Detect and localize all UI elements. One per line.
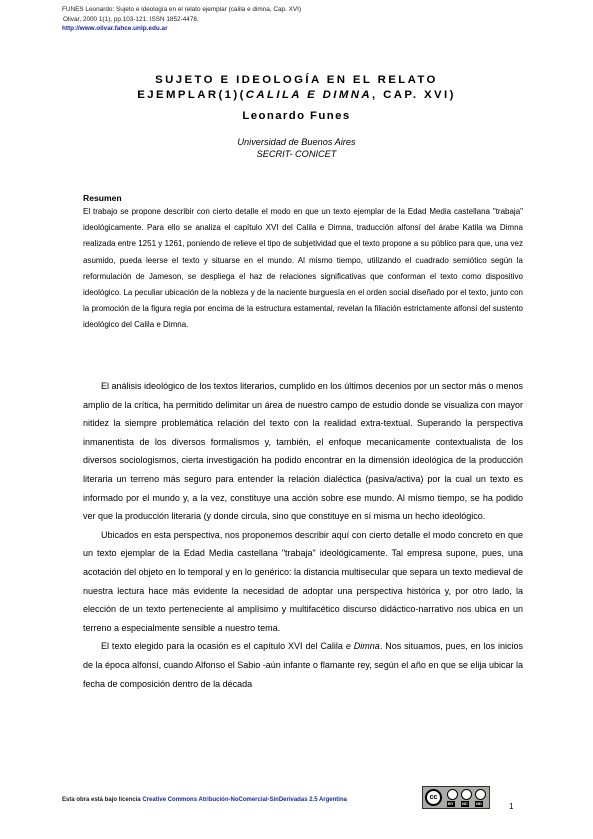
by-label: BY — [448, 801, 454, 806]
noderivatives-icon — [475, 789, 486, 800]
affiliation — [40, 137, 553, 160]
title-line-2-post: , CAP. XVI) — [371, 89, 456, 101]
title-line-1: SUJETO E IDEOLOGÍA EN EL RELATO — [155, 74, 438, 86]
article-title — [40, 73, 553, 103]
journal-line: Olivar, 2000 1(1), pp.103-121. ISSN 1852-4478. — [63, 15, 199, 23]
paragraph-3 — [83, 637, 523, 693]
paragraph-1: El análisis ideológico de los textos literarios, cumplido en los últimos decenios por un sector más o menos amplio de la crítica, ha permitido delimitar un área de nuestro campo de estudio donde se visualiza con mayor nitidez la siempre problemática relación del texto con la realidad extra-textual. Superando la perspectiva inmanentista de los diversos formalismos y, también, el enfoque mecanicamente contextualista de los diversos sociologismos, cierta investigación ha podido encontrar en la dimensión ideológica de la producción literaria un terreno más seguro para entender la relación dialéctica (pasiva/activa) por la cual un texto es informado por el mundo y, a la vez, constituye una acción sobre ese mundo. Al mismo tiempo, se ha podido ver que la producción literaria (y donde circula, sino que constituye en sí misma un hecho ideológico. — [83, 381, 523, 522]
university: Universidad de Buenos Aires — [237, 137, 356, 147]
research-center: SECRIT- CONICET — [256, 148, 337, 159]
paragraph-2: Ubicados en esta perspectiva, nos proponemos describir aquí con cierto detalle el modo concreto en que un texto ejemplar de la Edad Media castellana "trabaja" ideológicamente. Tal empresa supone, pues, una acotación del objeto en lo temporal y en lo genérico: la distancia multisecular que separa un texto medieval de nuestra lectura hace más evidente la necesidad de adoptar una perspectiva histórica y, por otro lado, la elección de un texto perteneciente al amplísimo y multifacético discurso didáctico-narrativo nos ubica en un terreno a especialmente sensible a nuestro tema. — [83, 529, 523, 633]
paragraph-3-pre: El texto elegido para la ocasión es el capítulo XVI del Calila — [101, 641, 346, 652]
title-line-2-italic: CALILA E DIMNA — [245, 89, 372, 101]
nc-label: NC — [462, 801, 468, 806]
page-number: 1 — [509, 802, 514, 811]
license-prefix: Esta obra está bajo licencia — [62, 797, 143, 803]
abstract — [83, 204, 523, 334]
title-line-2-pre: EJEMPLAR(1)( — [137, 89, 246, 101]
abstract-heading: Resumen — [83, 193, 122, 203]
title-line-2 — [40, 88, 553, 103]
license-link[interactable]: Creative Commons Atribución-NoComercial-SinDerivadas 2.5 Argentina — [142, 797, 347, 803]
attribution-icon — [447, 789, 458, 800]
body-text — [83, 377, 523, 693]
cc-logo-icon: cc — [425, 789, 442, 806]
citation-line: FUNES Leonardo: Sujeto e ideología en el relato ejemplar (calila e dimna, Cap. XVI) — [62, 6, 302, 13]
paragraph-3-post: . Nos situamos, pues, en los inicios de la época alfonsí, cuando Alfonso el Sabio -aún infante o flamante rey, según el año en que se elija ubicar la fecha de composición dentro de la década — [83, 641, 523, 689]
citation-header — [62, 5, 532, 34]
abstract-text: El trabajo se propone describir con cierto detalle el modo en que un texto ejemplar de la Edad Media castellana "trabaja" ideológicamente. Para ello se analiza el capítulo XVI del Calila e Dimna, traducción alfonsí del árabe Katila wa Dimna realizada entre 1251 y 1261, poniendo de relieve el tipo de subjetividad que el texto propone a su público para que, una vez asumido, pueda leerse el texto y situarse en el mundo. Al mismo tiempo, utilizando el cuadrado semiótico según la reformulación de Jameson, se despliega el haz de relaciones significativas que conforman el texto como dispositivo ideológico. La peculiar ubicación de la nobleza y de la naciente burguesía en el orden social diseñado por el texto, junto con la promoción de la figura regia por encima de la estructura estamental, revelan la filiación estrictamente alfonsí del sustento ideológico del Calila e Dimna. — [83, 207, 523, 330]
paragraph-3-italic: e Dimna — [345, 641, 380, 652]
creative-commons-badge[interactable] — [422, 786, 490, 809]
nd-label: ND — [476, 801, 482, 806]
license-footer — [62, 797, 347, 803]
journal-url-link[interactable]: http://www.olivar.fahce.unlp.edu.ar — [62, 25, 168, 33]
noncommercial-icon — [461, 789, 472, 800]
author-name: Leonardo Funes — [242, 110, 351, 122]
